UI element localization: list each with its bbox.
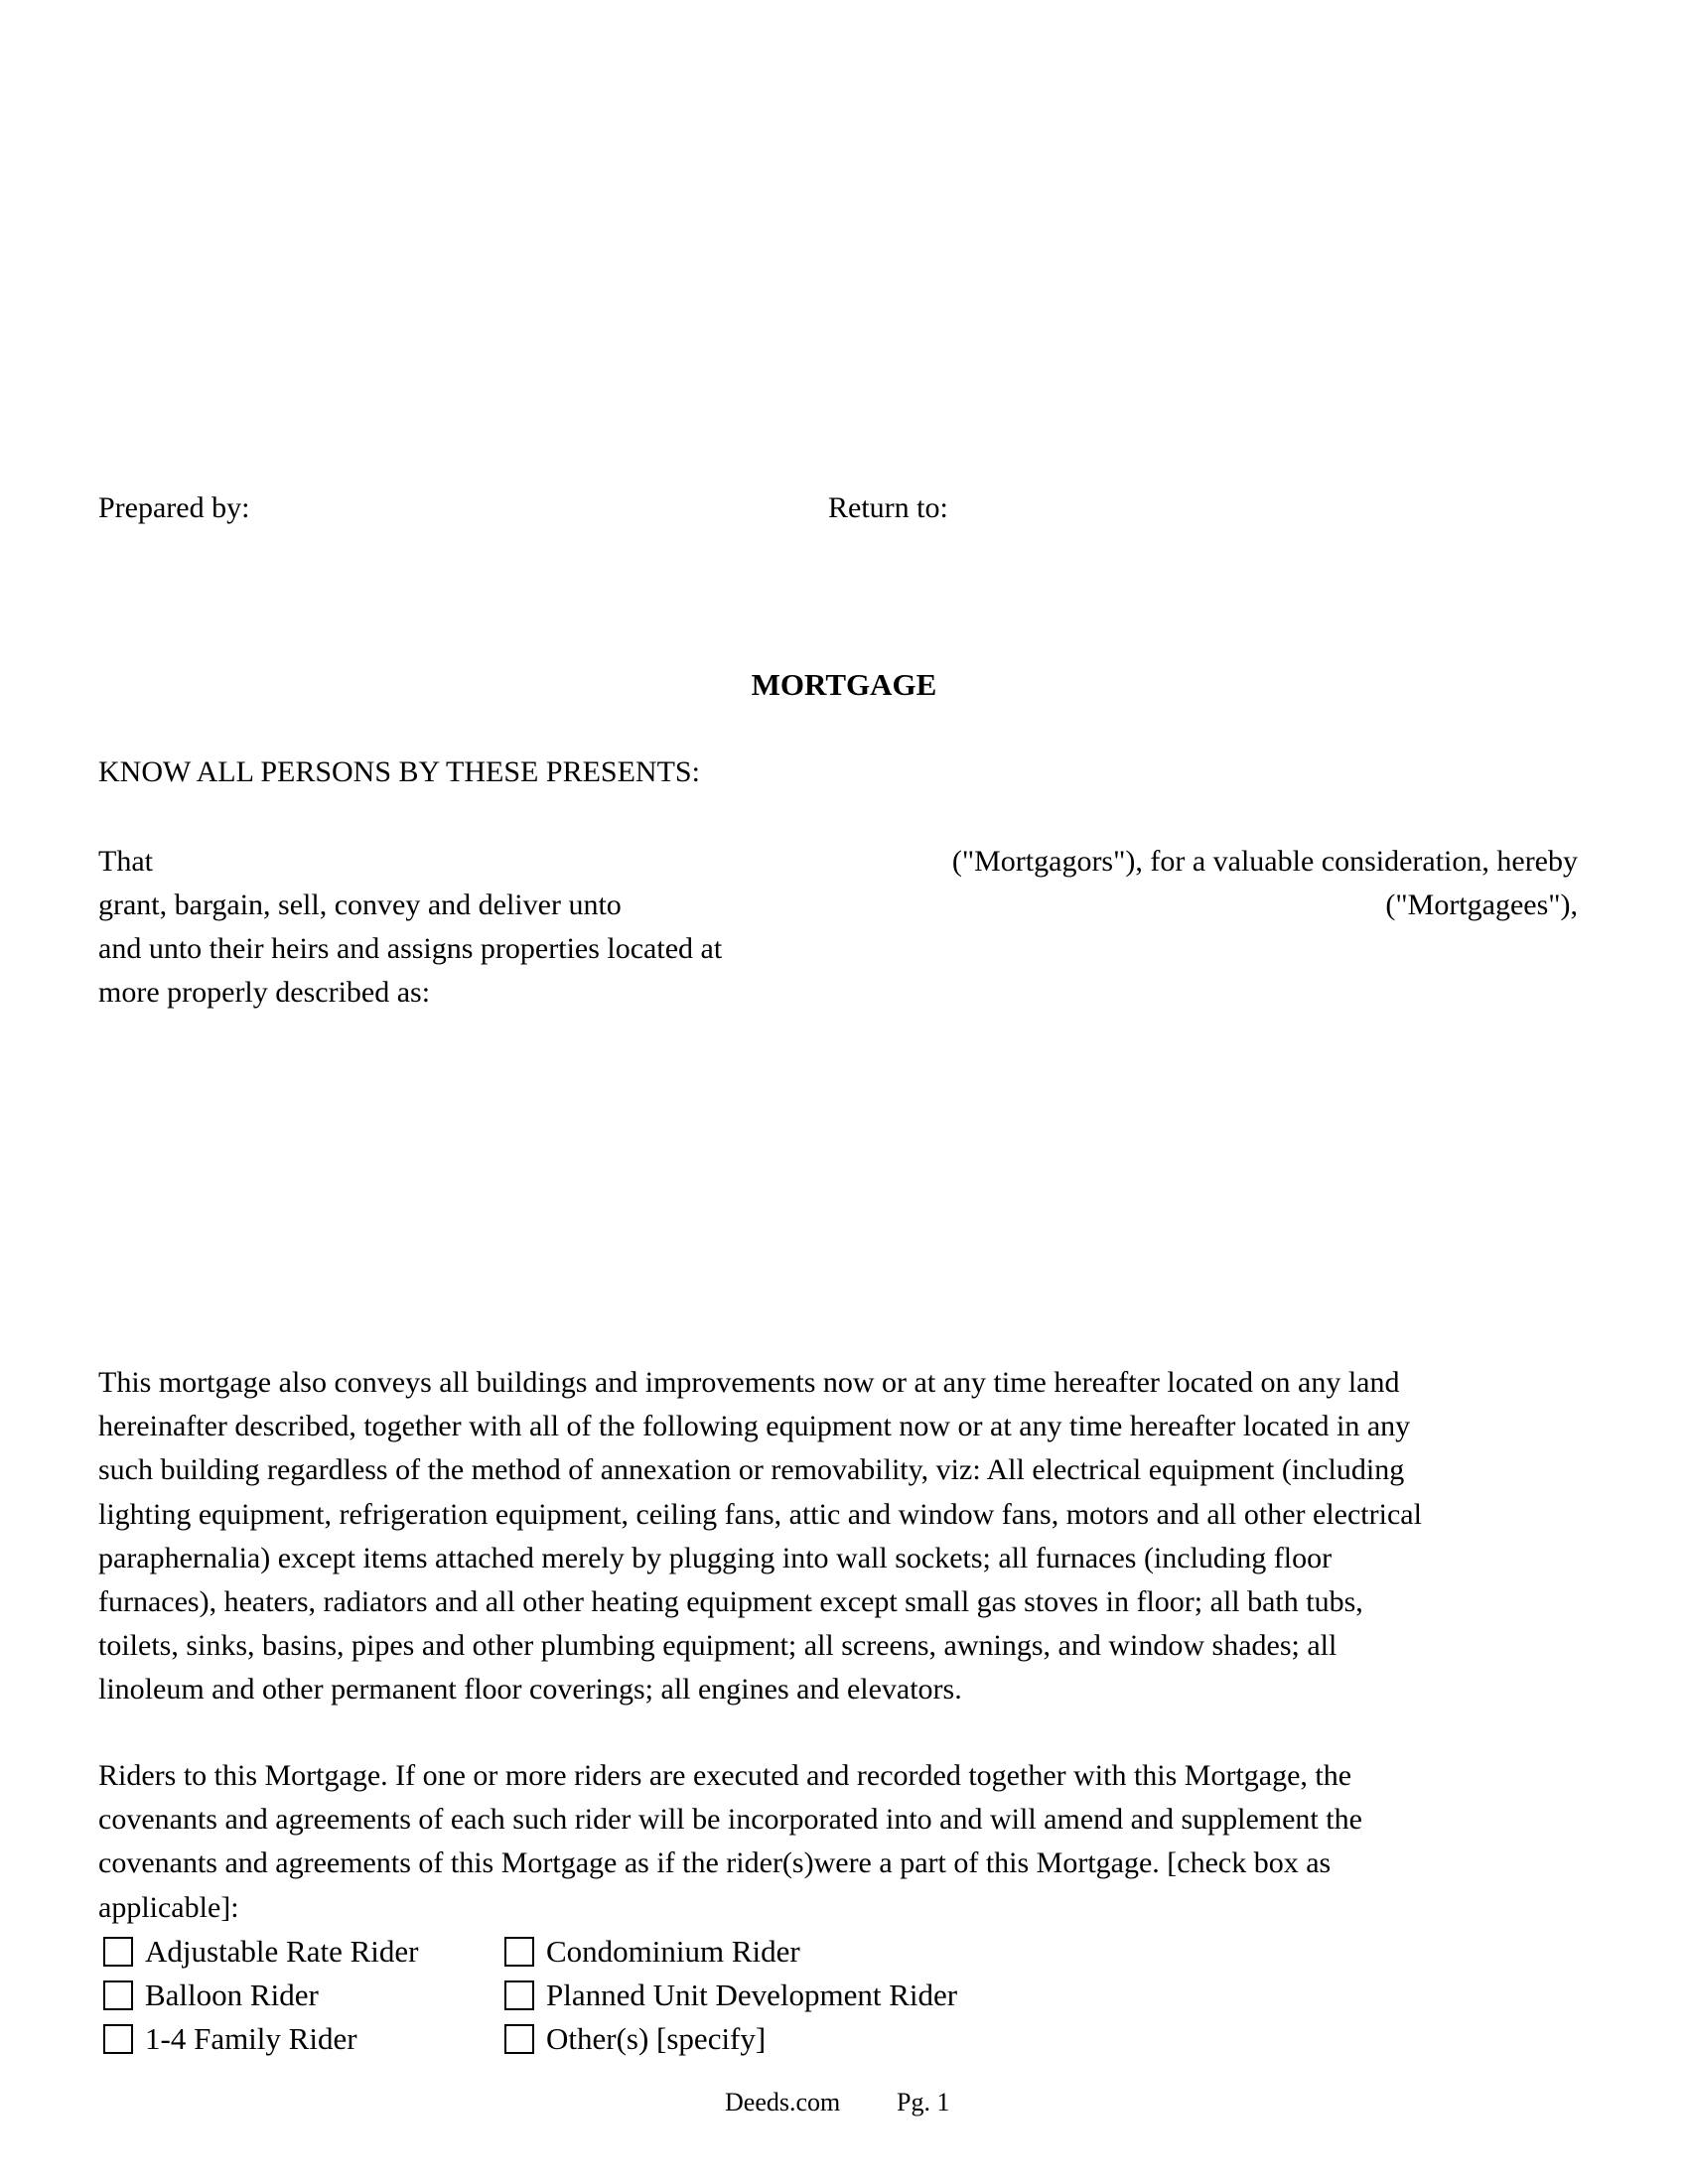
conveys-paragraph bbox=[98, 1361, 1588, 1712]
rider-option-others[interactable] bbox=[504, 2017, 766, 2061]
rider-option-label: Adjustable Rate Rider bbox=[145, 1934, 419, 1969]
rider-option-1-4-family[interactable] bbox=[103, 2017, 357, 2061]
paragraph-line: covenants and agreements of this Mortgage as if the rider(s)were a part of this Mortgage. [check box as bbox=[98, 1846, 1332, 1880]
paragraph-line: covenants and agreements of each such rider will be incorporated into and will amend and supplement the bbox=[98, 1803, 1362, 1837]
rider-option-label: Condominium Rider bbox=[546, 1934, 800, 1969]
paragraph-line: such building regardless of the method of annexation or removability, viz: All electrical equipment (including bbox=[98, 1453, 1405, 1487]
return-to-label: Return to: bbox=[828, 491, 948, 524]
grant-line: grant, bargain, sell, convey and deliver unto bbox=[98, 888, 622, 921]
rider-option-adjustable-rate[interactable] bbox=[103, 1930, 419, 1974]
document-title: MORTGAGE bbox=[751, 667, 937, 702]
checkbox-icon[interactable] bbox=[504, 2024, 534, 2054]
footer-page-number: Pg. 1 bbox=[897, 2088, 950, 2116]
grant-that: That bbox=[98, 845, 153, 878]
paragraph-line: Riders to this Mortgage. If one or more riders are executed and recorded together with this Mortgage, the bbox=[98, 1759, 1352, 1792]
rider-option-planned-unit-development[interactable] bbox=[504, 1974, 957, 2017]
checkbox-icon[interactable] bbox=[103, 1937, 133, 1967]
riders-paragraph bbox=[98, 1754, 1588, 1930]
paragraph-line: furnaces), heaters, radiators and all other heating equipment except small gas stoves in floor; all bath tubs, bbox=[98, 1585, 1363, 1619]
paragraph-line: This mortgage also conveys all buildings and improvements now or at any time hereafter located on any land bbox=[98, 1366, 1400, 1399]
checkbox-icon[interactable] bbox=[504, 1980, 534, 2010]
mortgagees-label: ("Mortgagees"), bbox=[1385, 888, 1578, 921]
grant-line-3: and unto their heirs and assigns properties located at bbox=[98, 932, 723, 965]
checkbox-icon[interactable] bbox=[504, 1937, 534, 1967]
rider-option-label: Other(s) [specify] bbox=[546, 2021, 767, 2056]
rider-option-label: 1-4 Family Rider bbox=[145, 2021, 357, 2056]
paragraph-line: hereinafter described, together with all of the following equipment now or at any time hereafter located in any bbox=[98, 1410, 1411, 1443]
intro-line: KNOW ALL PERSONS BY THESE PRESENTS: bbox=[98, 755, 700, 788]
paragraph-line: toilets, sinks, basins, pipes and other plumbing equipment; all screens, awnings, and window shades; all bbox=[98, 1629, 1337, 1663]
rider-option-label: Balloon Rider bbox=[145, 1978, 319, 2012]
paragraph-line: paraphernalia) except items attached merely by plugging into wall sockets; all furnaces (including floor bbox=[98, 1541, 1333, 1574]
mortgagors-clause: ("Mortgagors"), for a valuable consideration, hereby bbox=[951, 845, 1578, 878]
rider-option-condominium[interactable] bbox=[504, 1930, 800, 1974]
checkbox-icon[interactable] bbox=[103, 2024, 133, 2054]
rider-option-balloon[interactable] bbox=[103, 1974, 319, 2017]
paragraph-line: lighting equipment, refrigeration equipment, ceiling fans, attic and window fans, motors and all other electrical bbox=[98, 1497, 1422, 1531]
checkbox-icon[interactable] bbox=[103, 1980, 133, 2010]
grant-line-4: more properly described as: bbox=[98, 976, 431, 1009]
footer-site: Deeds.com bbox=[725, 2088, 841, 2116]
paragraph-line: applicable]: bbox=[98, 1890, 239, 1924]
rider-option-label: Planned Unit Development Rider bbox=[546, 1978, 958, 2012]
paragraph-line: linoleum and other permanent floor coverings; all engines and elevators. bbox=[98, 1673, 962, 1706]
prepared-by-label: Prepared by: bbox=[98, 491, 250, 524]
